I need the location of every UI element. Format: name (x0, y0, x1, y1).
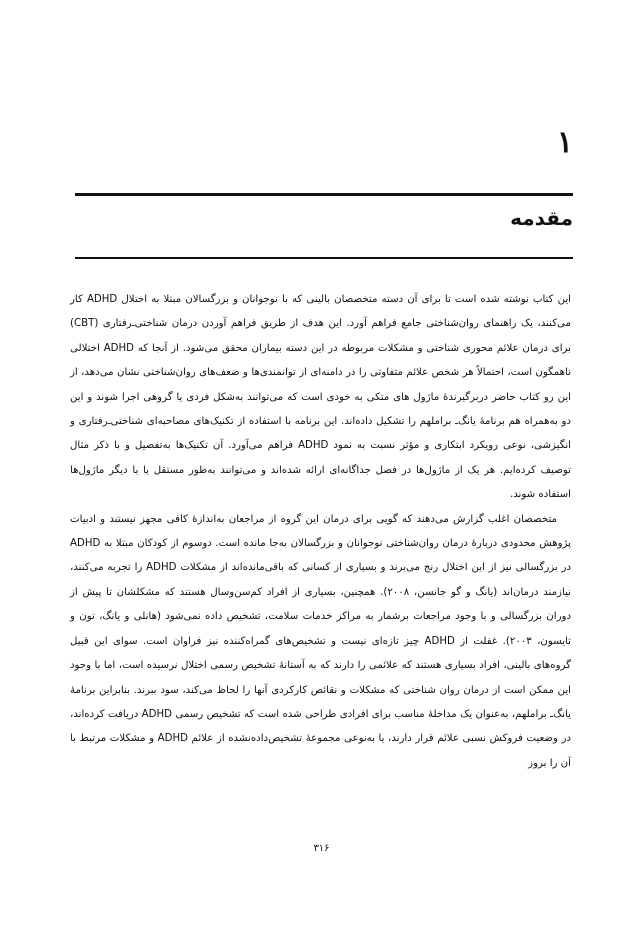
page-number: ۳۱۶ (313, 843, 330, 854)
chapter-number: ۱ (556, 125, 573, 160)
chapter-bottom-rule (75, 257, 573, 259)
paragraph-2: متخصصان اغلب گزارش می‌دهند که گویی برای درمان این گروه از مراجعان به‌اندازهٔ کافی مجهز نیستند و ادبیات پژوهش محدودی دربارهٔ درمان روان‌شناختی نوجوانان و بزرگسالان به‌جا مانده است. دوسوم از کودکان مبتلا به ADHD در بزرگسالی نیز از این اختلال رنج می‌برند و بسیاری از کسانی که باقی‌مانده‌اند از مشکلات ADHD را تجربه می‌کنند، نیازمند درمان‌اند (یانگ و گو جانسن، ۲۰۰۸). همچنین، بسیاری از افراد کم‌سن‌وسال هستند که مشکلشان تا پیش از دوران بزرگسالی و با وجود مراجعات برشمار به مراکز خدمات سلامت، تشخیص داده نمی‌شود (هانلی و یانگ، تون و تایسون، ۲۰۰۳). غفلت از ADHD چیز تازه‌ای نیست و تشخیص‌های گمراه‌کننده نیز فراوان است. سوای این قبیل گروه‌های بالینی، افراد بسیاری هستند که علائمی را دارند که به آستانهٔ تشخیص رسمی اختلال نرسیده است، اما با وجود این ممکن است از درمان روان شناختی که مشکلات و نقائص کارکردی آنها را لحاظ می‌کند، سود ببرند. بنابراین برنامهٔ یانگ‌ـ براملهم، به‌عنوان یک مداخلهٔ مناسب برای افرادی طراحی شده است که تشخیص رسمی ADHD دریافت کرده‌اند، در وضعیت فروکش نسبی علائم قرار دارند، یا به‌نوعی مجموعهٔ تشخیص‌داده‌نشده از علائم ADHD و مشکلات مرتبط با آن را بروز (70, 513, 572, 769)
paragraph-1: این کتاب نوشته شده است تا برای آن دسته متخصصان بالینی که با نوجوانان و بزرگسالان مبتلا به اختلال ADHD کار می‌کنند، یک راهنمای روان‌شناختی جامع فراهم آورد. این هدف از طریق فراهم آوردن درمان شناختی‌ـ‌رفتاری (CBT) برای درمان علائم محوری شناختی و مشکلات مربوطه در این دسته بیماران محقق می‌شود. از آنجا که ADHD اختلالی ناهمگون است، احتمالاً هر شخص علائم متفاوتی را در دامنه‌ای از توانمندی‌ها و ضعف‌های روان‌شناختی نشان می‌دهد، از این رو کتاب حاضر دربرگیرندهٔ ماژول های متکی به خودی است که می‌توانند به‌شکل فردی یا گروهی اجرا شوند و این دو به‌همراه هم برنامهٔ یانگ‌ـ براملهم را تشکیل داده‌اند. این برنامه با استفاده از تکنیک‌های مصاحبه‌ای شناختی‌ـ‌رفتاری و انگیزشی، نوعی رویکرد ابتکاری و مؤثر نسبت به نمود ADHD فراهم می‌آورد. آن تکنیک‌ها به‌تفصیل و با ذکر مثال توصیف کرده‌ایم. هر یک از ماژول‌ها در فصل جداگانه‌ای ارائه شده‌اند و می‌توانند به‌طور مستقل یا با دیگر ماژول‌ها استفاده شوند. (70, 294, 571, 501)
body-text (70, 288, 571, 776)
chapter-top-rule (75, 193, 573, 196)
chapter-title: مقدمه (510, 206, 573, 230)
